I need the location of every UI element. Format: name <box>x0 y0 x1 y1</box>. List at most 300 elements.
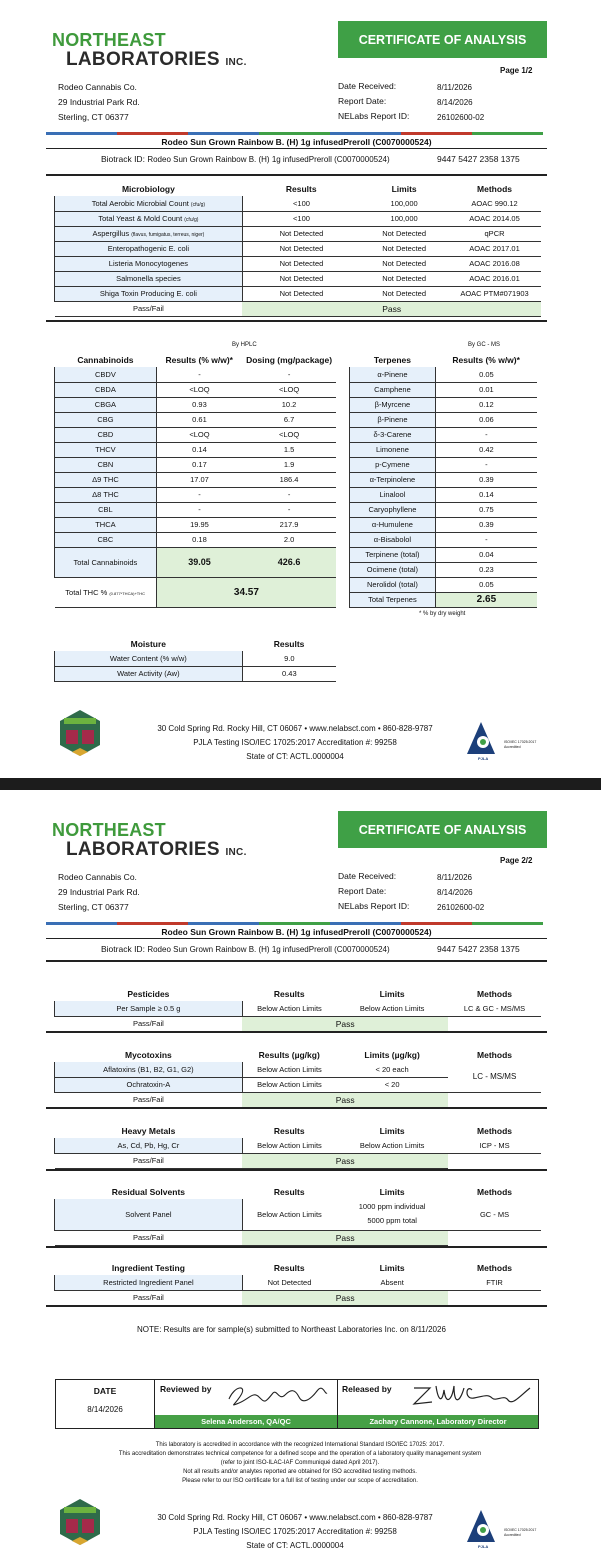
heavy-metals-row-name: As, Cd, Pb, Hg, Cr <box>55 1138 243 1153</box>
biotrack-label: Biotrack ID: <box>101 944 145 954</box>
terpene-name: β-Myrcene <box>350 397 436 412</box>
divider <box>46 320 547 322</box>
biotrack-value: Rodeo Sun Grown Rainbow B. (H) 1g infusedPreroll (C0070000524) <box>147 155 390 164</box>
terpene-name: Nerolidol (total) <box>350 577 436 592</box>
cannabinoid-name: CBC <box>55 532 157 547</box>
table-row <box>350 562 538 577</box>
divider <box>46 1246 547 1248</box>
ingredient-row-limit: Absent <box>336 1275 448 1290</box>
table-row <box>55 241 542 256</box>
passfail-value: Pass <box>242 1290 448 1305</box>
report-date: 8/14/2026 <box>437 98 473 107</box>
col-header: Methods <box>477 1263 512 1273</box>
divider <box>46 1107 547 1109</box>
pjla-label: PJLA <box>478 756 489 761</box>
total-thc-formula: (0.877*THCA)+THC <box>109 590 146 596</box>
col-header: Dosing (mg/package) <box>246 355 333 365</box>
reviewed-name: Selena Anderson, QA/QC <box>155 1415 337 1428</box>
table-row <box>350 412 538 427</box>
microbiology-row-method: AOAC 2017.01 <box>448 241 541 256</box>
mycotoxins-row-result: Below Action Limits <box>242 1062 336 1077</box>
stripe-segment <box>401 132 472 135</box>
microbiology-row-limit: 100,000 <box>360 211 448 226</box>
stripe-segment <box>259 132 330 135</box>
table-row <box>55 367 337 382</box>
terpene-result: - <box>435 427 537 442</box>
pesticides-row-name: Per Sample ≥ 0.5 g <box>55 1001 243 1016</box>
microbiology-row-name <box>55 226 243 241</box>
footer-accreditation: PJLA Testing ISO/IEC 17025:2017 Accreditation #: 99258 <box>193 1527 397 1536</box>
col-header: Methods <box>477 1126 512 1136</box>
table-row <box>350 367 538 382</box>
client-address1: 29 Industrial Park Rd. <box>58 887 140 897</box>
table-row <box>55 651 337 666</box>
ingredient-row-result: Not Detected <box>242 1275 336 1290</box>
date-received-label: Date Received: <box>338 871 397 881</box>
cannabinoid-name: CBDA <box>55 382 157 397</box>
stripe-segment <box>259 922 330 925</box>
microbiology-row-result: <100 <box>242 211 360 226</box>
company-logo-line2 <box>66 839 247 861</box>
analyte-name: Enteropathogenic E. coli <box>107 244 190 253</box>
microbiology-row-name <box>55 271 243 286</box>
submission-note <box>137 1325 446 1334</box>
heavy-metals-table <box>54 1124 541 1169</box>
residual-solvents-table <box>54 1185 541 1246</box>
microbiology-row-method: AOAC 2016.01 <box>448 271 541 286</box>
terpene-result: 0.05 <box>435 367 537 382</box>
microbiology-row-method: AOAC 2014.05 <box>448 211 541 226</box>
microbiology-row-result: Not Detected <box>242 226 360 241</box>
residual-solvents-row-result: Below Action Limits <box>242 1199 336 1230</box>
col-header: Heavy Metals <box>121 1126 176 1136</box>
accreditation-line: Please refer to our ISO certificate for a full list of testing under our scope of accreditation. <box>182 1478 418 1484</box>
released-signature-icon <box>408 1380 534 1410</box>
mycotoxins-table <box>54 1048 541 1108</box>
col-header: Results (µg/kg) <box>258 1050 320 1060</box>
table-row <box>55 442 337 457</box>
terpene-name: Limonene <box>350 442 436 457</box>
cannabinoid-name: Δ8 THC <box>55 487 157 502</box>
cannabinoid-dosing: <LOQ <box>242 427 336 442</box>
col-header: Results <box>273 1187 305 1197</box>
released-name: Zachary Cannone, Laboratory Director <box>338 1415 538 1428</box>
total-thc-value: 34.57 <box>156 577 336 607</box>
col-header: Methods <box>477 1050 512 1060</box>
footer-accreditation: PJLA Testing ISO/IEC 17025:2017 Accreditation #: 99258 <box>193 738 397 747</box>
table-row <box>350 547 538 562</box>
col-header: Results <box>285 183 317 194</box>
date-received: 8/11/2026 <box>437 83 472 92</box>
terpene-name: p-Cymene <box>350 457 436 472</box>
mycotoxins-method: LC - MS/MS <box>448 1062 541 1092</box>
col-header: Methods <box>477 183 512 194</box>
col-header: Microbiology <box>121 183 175 194</box>
col-header: Results <box>273 1263 305 1273</box>
col-header: Results <box>273 1126 305 1136</box>
table-row <box>55 256 542 271</box>
microbiology-row-name <box>55 196 243 211</box>
pesticides-row-limit: Below Action Limits <box>336 1001 448 1016</box>
table-row <box>55 196 542 211</box>
client-address2: Sterling, CT 06377 <box>58 902 129 912</box>
table-row <box>55 382 337 397</box>
cannabinoid-dosing: 1.9 <box>242 457 336 472</box>
microbiology-row-name <box>55 241 243 256</box>
passfail-label: Pass/Fail <box>55 1230 243 1245</box>
biotrack-label: Biotrack ID: <box>101 154 145 164</box>
accreditation-statement <box>60 1441 540 1486</box>
total-terpenes-value: 2.65 <box>435 592 537 607</box>
col-header: Moisture <box>130 639 167 649</box>
cannabinoid-name: Δ9 THC <box>55 472 157 487</box>
cannabinoid-result: 0.17 <box>156 457 242 472</box>
note-text: NOTE: Results are for sample(s) submitted to Northeast Laboratories Inc. on <box>137 1325 409 1334</box>
footer-state: State of CT: ACTL.0000004 <box>246 752 344 761</box>
cannabinoid-result: 0.61 <box>156 412 242 427</box>
table-row <box>55 226 542 241</box>
table-row <box>350 472 538 487</box>
moisture-table <box>54 637 336 682</box>
terpene-result: 0.06 <box>435 412 537 427</box>
color-stripe <box>46 922 543 925</box>
residual-solvents-row-name: Solvent Panel <box>55 1199 243 1230</box>
table-row <box>55 271 542 286</box>
col-header: Results <box>273 989 305 999</box>
col-header: Results (% w/w)* <box>452 355 520 365</box>
microbiology-row-result: Not Detected <box>242 256 360 271</box>
mycotoxins-row-result: Below Action Limits <box>242 1077 336 1092</box>
passfail-label: Pass/Fail <box>55 1290 243 1305</box>
cannabinoid-result: - <box>156 487 242 502</box>
microbiology-row-limit: Not Detected <box>360 241 448 256</box>
microbiology-row-limit: Not Detected <box>360 286 448 301</box>
table-row <box>350 577 538 592</box>
empty-cell <box>448 1092 541 1107</box>
microbiology-row-method: qPCR <box>448 226 541 241</box>
moisture-name: Water Content (% w/w) <box>55 651 243 666</box>
divider <box>46 1305 547 1307</box>
cannabinoid-dosing: - <box>242 502 336 517</box>
client-name: Rodeo Cannabis Co. <box>58 82 137 92</box>
col-header: Limits <box>379 1263 405 1273</box>
microbiology-row-name <box>55 286 243 301</box>
microbiology-row-limit: Not Detected <box>360 271 448 286</box>
dry-weight-note: * % by dry weight <box>419 611 466 617</box>
page-number: Page 2/2 <box>500 856 533 865</box>
color-stripe <box>46 132 543 135</box>
col-header: Results <box>273 639 305 649</box>
terpene-result: 0.12 <box>435 397 537 412</box>
col-header: Results (% w/w)* <box>165 355 233 365</box>
stripe-segment <box>188 922 259 925</box>
residual-solvents-row-limit <box>336 1199 448 1230</box>
cannabinoids-table <box>54 353 336 608</box>
microbiology-row-result: <100 <box>242 196 360 211</box>
cannabinoid-result: - <box>156 367 242 382</box>
gcms-note: By GC - MS <box>468 342 501 348</box>
accreditation-line: This accreditation demonstrates technical competence for a defined scope and the operation of a laboratory quality management system <box>118 1451 482 1457</box>
report-page-2 <box>0 790 601 1567</box>
microbiology-row-limit: Not Detected <box>360 226 448 241</box>
table-row <box>55 532 337 547</box>
report-id: 26102600-02 <box>437 903 485 912</box>
heavy-metals-row-result: Below Action Limits <box>242 1138 336 1153</box>
divider <box>46 174 547 176</box>
terpene-name: Ocimene (total) <box>350 562 436 577</box>
logo-laboratories: LABORATORIES <box>66 49 220 70</box>
total-cannabinoids-result: 39.05 <box>156 547 242 577</box>
total-cannabinoids-dosing: 426.6 <box>242 547 336 577</box>
terpene-result: 0.05 <box>435 577 537 592</box>
note-date: 8/11/2026 <box>410 1325 446 1334</box>
moisture-name: Water Activity (Aw) <box>55 666 243 681</box>
terpene-name: α-Bisabolol <box>350 532 436 547</box>
accreditation-line: This laboratory is accredited in accordance with the recognized International Standard ISO/IEC 17025: 2017. <box>155 1442 445 1448</box>
cannabinoid-name: CBN <box>55 457 157 472</box>
col-header: Methods <box>477 989 512 999</box>
terpene-name: Caryophyllene <box>350 502 436 517</box>
table-row <box>350 502 538 517</box>
report-labels <box>338 79 409 124</box>
table-row <box>350 442 538 457</box>
mycotoxins-row-name: Aflatoxins (B1, B2, G1, G2) <box>55 1062 243 1077</box>
report-values <box>437 80 484 125</box>
passfail-label: Pass/Fail <box>55 1153 243 1168</box>
cannabinoid-result: 0.14 <box>156 442 242 457</box>
terpene-result: 0.39 <box>435 517 537 532</box>
microbiology-row-result: Not Detected <box>242 286 360 301</box>
col-header: Methods <box>477 1187 512 1197</box>
microbiology-row-result: Not Detected <box>242 271 360 286</box>
logo-laboratories: LABORATORIES <box>66 839 220 860</box>
terpene-result: 0.23 <box>435 562 537 577</box>
stripe-segment <box>472 922 543 925</box>
iso-label: ISO/IEC 17025:2017 Accredited <box>504 1528 537 1537</box>
biotrack-id <box>101 154 390 164</box>
stripe-segment <box>401 922 472 925</box>
microbiology-row-limit: 100,000 <box>360 196 448 211</box>
cannabinoid-dosing: 186.4 <box>242 472 336 487</box>
terpene-result: - <box>435 532 537 547</box>
col-header: Limits (µg/kg) <box>364 1050 420 1060</box>
terpene-name: δ-3-Carene <box>350 427 436 442</box>
table-row <box>55 211 542 226</box>
passfail-label: Pass/Fail <box>55 1016 243 1031</box>
mycotoxins-row-limit: < 20 each <box>336 1062 448 1077</box>
cannabinoid-dosing: - <box>242 367 336 382</box>
table-row <box>350 517 538 532</box>
pjla-label: PJLA <box>478 1544 489 1549</box>
microbiology-row-result: Not Detected <box>242 241 360 256</box>
col-header: Cannabinoids <box>77 355 134 365</box>
client-address1: 29 Industrial Park Rd. <box>58 97 140 107</box>
report-values <box>437 870 484 915</box>
table-row <box>350 382 538 397</box>
analyte-name: Aspergillus <box>92 229 130 238</box>
report-id-label: NELabs Report ID: <box>338 111 410 121</box>
biotrack-value: Rodeo Sun Grown Rainbow B. (H) 1g infusedPreroll (C0070000524) <box>147 945 390 954</box>
terpene-name: α-Terpinolene <box>350 472 436 487</box>
signature-date: 8/14/2026 <box>87 1405 123 1414</box>
report-id: 26102600-02 <box>437 113 485 122</box>
biotrack-id <box>101 944 390 954</box>
page-divider <box>0 778 601 790</box>
moisture-result: 9.0 <box>242 651 336 666</box>
cannabinoid-name: THCA <box>55 517 157 532</box>
cannabinoid-name: CBGA <box>55 397 157 412</box>
report-labels <box>338 869 409 914</box>
empty-cell <box>448 1153 541 1168</box>
table-row <box>55 412 337 427</box>
terpene-result: - <box>435 457 537 472</box>
microbiology-row-method: AOAC PTM#071903 <box>448 286 541 301</box>
passfail-value: Pass <box>242 1016 448 1031</box>
stripe-segment <box>46 132 117 135</box>
report-date: 8/14/2026 <box>437 888 473 897</box>
microbiology-row-name <box>55 256 243 271</box>
terpene-result: 0.75 <box>435 502 537 517</box>
analyte-name: Shiga Toxin Producing E. coli <box>99 289 197 298</box>
accreditation-line: (refer to joint ISO-ILAC-IAF Communiqué dated April 2017). <box>220 1460 380 1466</box>
report-page-1 <box>0 0 601 778</box>
company-logo-line1: NORTHEAST <box>52 820 166 840</box>
divider <box>46 960 547 962</box>
released-cell <box>338 1380 538 1428</box>
certification-badge-icon <box>58 1497 102 1547</box>
mycotoxins-row-limit: < 20 <box>336 1077 448 1092</box>
col-header: Limits <box>379 1126 405 1136</box>
certificate-title: CERTIFICATE OF ANALYSIS <box>338 811 547 848</box>
col-header: Ingredient Testing <box>111 1263 185 1273</box>
terpene-name: β-Pinene <box>350 412 436 427</box>
table-row <box>350 532 538 547</box>
accreditation-line: Not all results and/or analytes reported are obtained for ISO accredited testing methods. <box>183 1469 417 1475</box>
company-logo-line2 <box>66 49 247 71</box>
terpenes-table <box>349 353 537 608</box>
table-row <box>55 666 337 681</box>
footer-state: State of CT: ACTL.0000004 <box>246 1541 344 1550</box>
cannabinoid-result: 19.95 <box>156 517 242 532</box>
stripe-segment <box>188 132 259 135</box>
date-received-label: Date Received: <box>338 81 397 91</box>
reviewed-signature-icon <box>225 1381 330 1409</box>
biotrack-number: 9447 5427 2358 1375 <box>437 154 520 164</box>
ingredient-row-name: Restricted Ingredient Panel <box>55 1275 243 1290</box>
col-header: Residual Solvents <box>111 1187 185 1197</box>
signature-box <box>55 1379 539 1429</box>
passfail-label: Pass/Fail <box>55 301 243 316</box>
table-row <box>350 457 538 472</box>
cannabinoid-dosing: 10.2 <box>242 397 336 412</box>
analyte-unit: (cfu/g) <box>190 201 206 208</box>
stripe-segment <box>330 132 401 135</box>
cannabinoid-dosing: 6.7 <box>242 412 336 427</box>
microbiology-row-method: AOAC 990.12 <box>448 196 541 211</box>
microbiology-table <box>54 181 541 317</box>
cannabinoid-dosing: <LOQ <box>242 382 336 397</box>
stripe-segment <box>46 922 117 925</box>
cannabinoid-result: 0.18 <box>156 532 242 547</box>
mycotoxins-row-name: Ochratoxin-A <box>55 1077 243 1092</box>
footer-address: 30 Cold Spring Rd. Rocky Hill, CT 06067 • www.nelabsct.com • 860-828-9787 <box>157 724 433 733</box>
client-name: Rodeo Cannabis Co. <box>58 872 137 882</box>
passfail-value: Pass <box>242 1153 448 1168</box>
table-row <box>55 517 337 532</box>
cannabinoid-dosing: - <box>242 487 336 502</box>
ingredient-row-method: FTIR <box>448 1275 541 1290</box>
footer-address: 30 Cold Spring Rd. Rocky Hill, CT 06067 • www.nelabsct.com • 860-828-9787 <box>157 1513 433 1522</box>
client-address2: Sterling, CT 06377 <box>58 112 129 122</box>
passfail-value: Pass <box>242 1230 448 1245</box>
cannabinoid-dosing: 2.0 <box>242 532 336 547</box>
hplc-note: By HPLC <box>232 342 257 348</box>
microbiology-row-name <box>55 211 243 226</box>
pesticides-row-result: Below Action Limits <box>242 1001 336 1016</box>
cannabinoid-dosing: 1.5 <box>242 442 336 457</box>
client-block <box>58 870 140 915</box>
terpene-result: 0.39 <box>435 472 537 487</box>
reviewed-cell <box>155 1380 338 1428</box>
cannabinoid-result: <LOQ <box>156 427 242 442</box>
terpene-name: Camphene <box>350 382 436 397</box>
passfail-row <box>55 301 542 316</box>
col-header: Terpenes <box>373 355 411 365</box>
empty-cell <box>448 1290 541 1305</box>
stripe-segment <box>117 132 188 135</box>
total-terpenes-label: Total Terpenes <box>350 592 436 607</box>
certificate-title: CERTIFICATE OF ANALYSIS <box>338 21 547 58</box>
table-row <box>55 487 337 502</box>
analyte-name: Total Yeast & Mold Count <box>98 214 183 223</box>
table-row <box>350 427 538 442</box>
report-date-label: Report Date: <box>338 886 387 896</box>
ingredient-testing-table <box>54 1261 541 1306</box>
reviewed-label: Reviewed by <box>160 1384 212 1394</box>
table-row <box>55 427 337 442</box>
terpene-name: α-Humulene <box>350 517 436 532</box>
terpene-name: α-Pinene <box>350 367 436 382</box>
cannabinoid-name: CBDV <box>55 367 157 382</box>
page-number: Page 1/2 <box>500 66 533 75</box>
sample-title: Rodeo Sun Grown Rainbow B. (H) 1g infusedPreroll (C0070000524) <box>161 927 432 937</box>
limit-total: 5000 ppm total <box>367 1216 417 1226</box>
logo-inc: INC. <box>225 57 247 68</box>
cannabinoid-result: - <box>156 502 242 517</box>
date-label: DATE <box>93 1386 117 1396</box>
iso-label: ISO/IEC 17025:2017 Accredited <box>504 740 537 749</box>
moisture-result: 0.43 <box>242 666 336 681</box>
col-header: Limits <box>379 989 405 999</box>
terpene-result: 0.04 <box>435 547 537 562</box>
table-row <box>350 487 538 502</box>
date-received: 8/11/2026 <box>437 873 472 882</box>
residual-solvents-row-method: GC - MS <box>448 1199 541 1230</box>
divider <box>46 1031 547 1033</box>
cannabinoid-name: CBG <box>55 412 157 427</box>
table-row <box>55 397 337 412</box>
footer <box>120 1511 470 1553</box>
heavy-metals-row-method: ICP - MS <box>448 1138 541 1153</box>
cannabinoid-name: THCV <box>55 442 157 457</box>
divider <box>46 938 547 939</box>
report-date-label: Report Date: <box>338 96 387 106</box>
pesticides-row-method: LC & GC - MS/MS <box>448 1001 541 1016</box>
company-logo-line1: NORTHEAST <box>52 30 166 50</box>
certification-badge-icon <box>58 708 102 758</box>
empty-cell <box>448 1016 541 1031</box>
table-row <box>55 502 337 517</box>
